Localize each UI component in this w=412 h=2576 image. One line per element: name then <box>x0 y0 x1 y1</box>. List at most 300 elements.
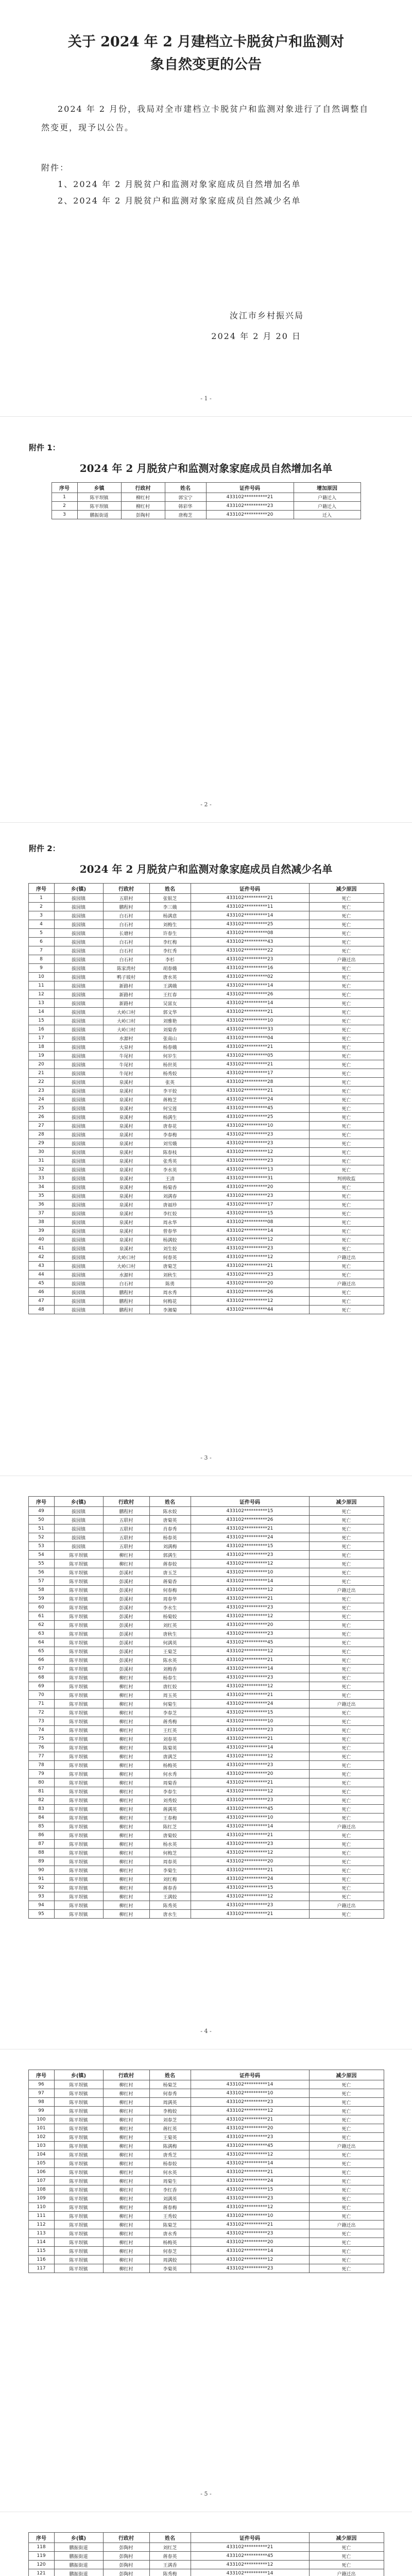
table-cell: 户籍迁入 <box>294 493 360 502</box>
table-cell: 拔园镇 <box>54 1078 103 1087</box>
table-cell: 唐梅芝 <box>165 511 206 519</box>
table-cell: 陈平坝镇 <box>54 2221 103 2229</box>
table-cell: 433102**********23 <box>191 1761 309 1770</box>
table-row <box>52 493 360 502</box>
table-cell: 死亡 <box>309 911 384 920</box>
table-row <box>28 1603 384 1612</box>
table-cell: 54 <box>28 1551 54 1560</box>
table-cell: 433102**********22 <box>191 946 309 955</box>
table-row <box>28 1647 384 1656</box>
table-cell: 彭溪村 <box>103 1577 149 1586</box>
table-cell: 唐春花 <box>149 1122 191 1130</box>
table-row <box>28 1638 384 1647</box>
page-separator <box>0 812 412 833</box>
table-cell: 彭溪村 <box>103 1638 149 1647</box>
table-row <box>28 1262 384 1270</box>
table-cell: 433102**********24 <box>191 1533 309 1542</box>
table-cell: 死亡 <box>309 973 384 981</box>
table-cell: 陈平坝镇 <box>54 1735 103 1743</box>
table-cell: 死亡 <box>309 2247 384 2256</box>
table-row <box>28 1016 384 1025</box>
table-cell: 死亡 <box>309 1743 384 1752</box>
table-cell: 死亡 <box>309 1665 384 1673</box>
table-row <box>28 1560 384 1568</box>
table-cell: 柳红村 <box>103 2107 149 2115</box>
table-cell: 死亡 <box>309 1603 384 1612</box>
table-cell: 新路村 <box>103 999 149 1008</box>
table-cell: 陈平坝镇 <box>54 2098 103 2107</box>
table-row <box>28 1052 384 1060</box>
table-cell: 33 <box>28 1174 54 1183</box>
table-cell: 刘红梅 <box>149 1875 191 1884</box>
table-cell: 74 <box>28 1726 54 1735</box>
table-cell: 拔园镇 <box>54 1270 103 1279</box>
table-cell: 433102**********21 <box>191 1691 309 1700</box>
table-cell: 死亡 <box>309 1192 384 1200</box>
table-row <box>28 1735 384 1743</box>
increase-table-header <box>52 483 360 493</box>
table-cell: 433102**********21 <box>191 1524 309 1533</box>
table-cell: 433102**********21 <box>191 894 309 903</box>
increase-table <box>52 482 361 519</box>
table-row <box>28 1621 384 1630</box>
table-cell: 60 <box>28 1603 54 1612</box>
table-cell: 陈平坝镇 <box>54 2142 103 2150</box>
table-cell: 28 <box>28 1130 54 1139</box>
table-cell: 70 <box>28 1691 54 1700</box>
table-cell: 死亡 <box>309 2212 384 2221</box>
table-cell: 陈平坝镇 <box>54 1787 103 1796</box>
table-cell: 433102**********26 <box>191 1516 309 1524</box>
table-cell: 433102**********25 <box>191 920 309 929</box>
table-cell: 陈平坝镇 <box>54 1831 103 1840</box>
table-cell: 陈平坝镇 <box>54 2115 103 2124</box>
table-row <box>28 1507 384 1516</box>
table-cell: 王秀姣 <box>149 2212 191 2221</box>
table-cell: 李杉 <box>149 955 191 964</box>
table-cell: 陈平坝镇 <box>54 2194 103 2203</box>
table-cell: 牛尾村 <box>103 1069 149 1078</box>
table-cell: 22 <box>28 1078 54 1087</box>
decrease-table-header <box>28 2070 384 2080</box>
table-cell: 泉溪村 <box>103 1218 149 1227</box>
table-row <box>28 2543 384 2552</box>
table-row <box>28 1586 384 1595</box>
table-cell: 死亡 <box>309 1542 384 1551</box>
table-cell: 陈平坝镇 <box>54 2212 103 2221</box>
table-cell: 27 <box>28 1122 54 1130</box>
table-row <box>28 1008 384 1016</box>
table-cell: 唐满芝 <box>149 1752 191 1761</box>
table-cell: 李红姣 <box>149 1209 191 1218</box>
table-cell: 刘梅香 <box>149 1665 191 1673</box>
table-cell: 拔园镇 <box>54 973 103 981</box>
table-cell: 泉溪村 <box>103 1113 149 1122</box>
table-cell: 84 <box>28 1814 54 1822</box>
table-cell: 彭陶村 <box>103 2552 149 2561</box>
table-cell: 拔园镇 <box>54 1165 103 1174</box>
table-cell: 泉溪村 <box>103 1244 149 1253</box>
table-row <box>28 1708 384 1717</box>
table-cell: 杨满意 <box>149 911 191 920</box>
table-cell: 陈平坝镇 <box>77 493 121 502</box>
table-cell: 97 <box>28 2089 54 2098</box>
table-row <box>28 1122 384 1130</box>
table-cell: 柳红村 <box>103 1805 149 1814</box>
table-row <box>28 1770 384 1778</box>
table-row <box>28 1130 384 1139</box>
table-cell: 拔园镇 <box>54 903 103 911</box>
table-cell: 陈平坝镇 <box>54 2229 103 2238</box>
table-row <box>28 1524 384 1533</box>
table-cell: 拔园镇 <box>54 1218 103 1227</box>
table-cell: 433102**********12 <box>191 1253 309 1262</box>
table-cell: 433102**********14 <box>191 981 309 990</box>
decrease-table-body <box>28 2080 384 2273</box>
column-header: 序号 <box>28 884 54 894</box>
table-cell: 泉溪村 <box>103 1227 149 1235</box>
table-cell: 大岭口村 <box>103 1253 149 1262</box>
table-cell: 牛尾村 <box>103 1060 149 1069</box>
table-row <box>52 502 360 511</box>
table-cell: 刘生姣 <box>149 1244 191 1253</box>
table-cell: 433102**********23 <box>191 2098 309 2107</box>
table-cell: 91 <box>28 1875 54 1884</box>
column-header: 姓名 <box>149 1497 191 1507</box>
table-cell: 433102**********21 <box>191 1043 309 1052</box>
table-cell: 433102**********08 <box>191 929 309 938</box>
table-cell: 86 <box>28 1831 54 1840</box>
table-cell: 77 <box>28 1752 54 1761</box>
table-cell: 周菊香 <box>149 1778 191 1787</box>
table-cell: 陈平坝镇 <box>54 2168 103 2177</box>
table-cell: 433102**********21 <box>191 1866 309 1875</box>
table-cell: 唐玉芝 <box>149 1568 191 1577</box>
table-row <box>28 2142 384 2150</box>
table-cell: 牛尾村 <box>103 1052 149 1060</box>
table-cell: 111 <box>28 2212 54 2221</box>
table-cell: 93 <box>28 1892 54 1901</box>
table-cell: 拔园镇 <box>54 1200 103 1209</box>
column-header: 序号 <box>52 483 77 493</box>
table-cell: 433102**********21 <box>191 2115 309 2124</box>
table-row <box>28 1244 384 1253</box>
table-cell: 柳红村 <box>103 2221 149 2229</box>
table-cell: 死亡 <box>309 1577 384 1586</box>
table-cell: 死亡 <box>309 1078 384 1087</box>
table-cell: 433102**********28 <box>191 1078 309 1087</box>
table-cell: 周满英 <box>149 2098 191 2107</box>
table-cell: 433102**********10 <box>191 1016 309 1025</box>
table-cell: 82 <box>28 1796 54 1805</box>
column-header: 证件号码 <box>191 1497 309 1507</box>
table-cell: 周满姣 <box>149 2256 191 2264</box>
table-cell: 李湘菊 <box>149 1306 191 1314</box>
table-cell: 433102**********21 <box>206 493 294 502</box>
table-cell: 死亡 <box>309 1516 384 1524</box>
table-cell: 周永华 <box>149 1218 191 1227</box>
table-cell: 死亡 <box>309 2080 384 2089</box>
table-row <box>28 1043 384 1052</box>
table-row <box>28 2264 384 2273</box>
table-cell: 五联村 <box>103 1516 149 1524</box>
table-cell: 死亡 <box>309 1875 384 1884</box>
table-cell: 陈平坝镇 <box>54 1708 103 1717</box>
table-cell: 死亡 <box>309 1095 384 1104</box>
table-cell: 死亡 <box>309 1551 384 1560</box>
table-cell: 王满娥 <box>149 981 191 990</box>
table-cell: 鹏程村 <box>103 903 149 911</box>
table-cell: 何春秀 <box>149 2089 191 2098</box>
table-row <box>28 1901 384 1910</box>
table-cell: 王红春 <box>149 990 191 999</box>
table-cell: 115 <box>28 2247 54 2256</box>
table-cell: 36 <box>28 1200 54 1209</box>
table-row <box>28 903 384 911</box>
table-row <box>28 1778 384 1787</box>
table-cell: 71 <box>28 1700 54 1708</box>
table-cell: 107 <box>28 2177 54 2185</box>
table-row <box>28 2229 384 2238</box>
table-cell: 7 <box>28 946 54 955</box>
table-cell: 唐菊芝 <box>149 1262 191 1270</box>
table-cell: 泉溪村 <box>103 1157 149 1165</box>
table-cell: 死亡 <box>309 1595 384 1603</box>
table-cell: 433102**********24 <box>191 1095 309 1104</box>
table-cell: 蒋春姣 <box>149 1560 191 1568</box>
table-cell: 113 <box>28 2229 54 2238</box>
decrease-page-4 <box>0 2522 412 2576</box>
table-cell: 王满姣 <box>149 1892 191 1901</box>
table-cell: 死亡 <box>309 2552 384 2561</box>
table-cell: 死亡 <box>309 1008 384 1016</box>
table-cell: 433102**********21 <box>191 1262 309 1270</box>
table-cell: 433102**********12 <box>191 2561 309 2569</box>
table-row <box>28 2203 384 2212</box>
table-cell: 蒋春英 <box>149 2552 191 2561</box>
table-row <box>28 1866 384 1875</box>
table-cell: 户籍迁出 <box>309 2221 384 2229</box>
table-cell: 彭溪村 <box>103 1586 149 1595</box>
table-cell: 大泉村 <box>103 1043 149 1052</box>
table-cell: 433102**********15 <box>191 1542 309 1551</box>
table-cell: 25 <box>28 1104 54 1113</box>
table-cell: 刘雪娥 <box>149 1139 191 1148</box>
table-cell: 433102**********21 <box>191 1831 309 1840</box>
table-row <box>28 2168 384 2177</box>
table-cell: 死亡 <box>309 1025 384 1034</box>
table-cell: 陈平坝镇 <box>54 2256 103 2264</box>
decrease-table-body <box>28 2543 384 2576</box>
issuing-organization: 汝江市乡村振兴局 <box>229 311 304 320</box>
table-row <box>28 2115 384 2124</box>
table-cell: 死亡 <box>309 2168 384 2177</box>
table-cell: 20 <box>28 1060 54 1069</box>
table-cell: 水源村 <box>103 1034 149 1043</box>
table-cell: 张英 <box>149 1078 191 1087</box>
table-cell: 何宝莲 <box>149 1104 191 1113</box>
table-cell: 五联村 <box>103 1542 149 1551</box>
table-cell: 死亡 <box>309 1043 384 1052</box>
column-header: 乡(镇) <box>54 2070 103 2080</box>
table-cell: 死亡 <box>309 1612 384 1621</box>
table-cell: 拔园镇 <box>54 1524 103 1533</box>
table-cell: 柳红村 <box>103 2185 149 2194</box>
table-cell: 唐菊英 <box>149 1516 191 1524</box>
table-cell: 死亡 <box>309 1805 384 1814</box>
table-cell: 120 <box>28 2561 54 2569</box>
table-cell: 死亡 <box>309 2089 384 2098</box>
table-cell: 何春芝 <box>149 2247 191 2256</box>
table-row <box>28 2185 384 2194</box>
table-cell: 5 <box>28 929 54 938</box>
table-cell: 柳红村 <box>103 1787 149 1796</box>
table-cell: 张银芝 <box>149 894 191 903</box>
table-cell: 王菊芝 <box>149 1647 191 1656</box>
table-cell: 9 <box>28 964 54 973</box>
table-cell: 彭溪村 <box>103 1647 149 1656</box>
notice-title <box>41 31 371 76</box>
table-cell: 死亡 <box>309 903 384 911</box>
table-cell: 韩彩华 <box>165 502 206 511</box>
table-cell: 拔园镇 <box>54 1069 103 1078</box>
table-cell: 433102**********44 <box>191 1306 309 1314</box>
page-number: - 1 - <box>200 395 212 402</box>
table-cell: 死亡 <box>309 2229 384 2238</box>
table-cell: 刘满英 <box>149 2194 191 2203</box>
table-cell: 24 <box>28 1095 54 1104</box>
decrease-table-body <box>28 1507 384 1919</box>
table-cell: 109 <box>28 2194 54 2203</box>
table-row <box>28 2194 384 2203</box>
table-cell: 433102**********20 <box>191 1279 309 1288</box>
decrease-table-part-4 <box>28 2532 384 2576</box>
table-cell: 杨水英 <box>149 1840 191 1849</box>
table-cell: 柳红村 <box>103 1831 149 1840</box>
table-cell: 90 <box>28 1866 54 1875</box>
table-cell: 死亡 <box>309 2194 384 2203</box>
table-cell: 柳红村 <box>103 2115 149 2124</box>
table-row <box>28 1656 384 1665</box>
table-row <box>28 1218 384 1227</box>
table-cell: 拔园镇 <box>54 955 103 964</box>
table-row <box>28 1148 384 1157</box>
table-row <box>28 1875 384 1884</box>
table-cell: 柳红村 <box>103 1708 149 1717</box>
table-cell: 李平姣 <box>149 1087 191 1095</box>
table-cell: 死亡 <box>309 990 384 999</box>
table-cell: 陈平坝镇 <box>54 2264 103 2273</box>
table-cell: 433102**********12 <box>191 1682 309 1691</box>
table-cell: 433102**********26 <box>191 1288 309 1297</box>
table-cell: 柳红村 <box>103 2168 149 2177</box>
attachment-item-1: 1、2024 年 2 月脱贫户和监测对象家庭成员自然增加名单 <box>58 179 301 189</box>
table-cell: 户籍迁出 <box>309 1253 384 1262</box>
table-cell: 拔园镇 <box>54 999 103 1008</box>
table-cell: 死亡 <box>309 964 384 973</box>
table-cell: 拔园镇 <box>54 920 103 929</box>
table-cell: 死亡 <box>309 981 384 990</box>
table-cell: 80 <box>28 1778 54 1787</box>
table-cell: 死亡 <box>309 1262 384 1270</box>
page-number: - 3 - <box>200 1454 212 1461</box>
table-cell: 死亡 <box>309 929 384 938</box>
table-cell: 31 <box>28 1157 54 1165</box>
table-cell: 68 <box>28 1673 54 1682</box>
table-cell: 108 <box>28 2185 54 2194</box>
table-cell: 46 <box>28 1288 54 1297</box>
table-cell: 杨梅英 <box>149 2238 191 2247</box>
table-cell: 19 <box>28 1052 54 1060</box>
table-cell: 死亡 <box>309 1235 384 1244</box>
table-cell: 彭陶村 <box>103 2569 149 2576</box>
table-cell: 柳红村 <box>121 493 165 502</box>
table-cell: 死亡 <box>309 1087 384 1095</box>
table-cell: 433102**********04 <box>191 1034 309 1043</box>
table-cell: 死亡 <box>309 1717 384 1726</box>
table-cell: 433102**********20 <box>191 2238 309 2247</box>
table-cell: 死亡 <box>309 1814 384 1822</box>
table-cell: 433102**********14 <box>191 1577 309 1586</box>
table-cell: 大岭口村 <box>103 1025 149 1034</box>
table-cell: 死亡 <box>309 2561 384 2569</box>
decrease-table-header <box>28 2533 384 2543</box>
table-cell: 柳红村 <box>103 1700 149 1708</box>
table-row <box>28 1884 384 1892</box>
table-cell: 死亡 <box>309 1778 384 1787</box>
table-cell: 柳红村 <box>103 1901 149 1910</box>
table-cell: 433102**********33 <box>191 1025 309 1034</box>
table-row <box>28 1279 384 1288</box>
table-cell: 死亡 <box>309 2133 384 2142</box>
table-cell: 何满英 <box>149 1638 191 1647</box>
column-header: 证件号码 <box>206 483 294 493</box>
table-cell: 433102**********24 <box>191 1700 309 1708</box>
table-row <box>28 1595 384 1603</box>
table-cell: 433102**********21 <box>191 1910 309 1919</box>
table-cell: 死亡 <box>309 1735 384 1743</box>
table-cell: 433102**********10 <box>191 1717 309 1726</box>
table-cell: 72 <box>28 1708 54 1717</box>
table-cell: 死亡 <box>309 1524 384 1533</box>
table-cell: 85 <box>28 1822 54 1831</box>
table-cell: 陈平坝镇 <box>54 1665 103 1673</box>
table-cell: 99 <box>28 2107 54 2115</box>
table-cell: 433102**********12 <box>191 1235 309 1244</box>
table-cell: 102 <box>28 2133 54 2142</box>
table-cell: 拔园镇 <box>54 1052 103 1060</box>
table-row <box>28 2247 384 2256</box>
table-cell: 104 <box>28 2150 54 2159</box>
table-cell: 62 <box>28 1621 54 1630</box>
table-cell: 44 <box>28 1270 54 1279</box>
table-cell: 王满香 <box>149 2561 191 2569</box>
attachment-item-2: 2、2024 年 2 月脱贫户和监测对象家庭成员自然减少名单 <box>58 196 301 206</box>
table-cell: 拔园镇 <box>54 1279 103 1288</box>
table-cell: 陈平坝镇 <box>54 2247 103 2256</box>
table-cell: 白石村 <box>103 920 149 929</box>
table-cell: 2 <box>28 903 54 911</box>
table-cell: 拔园镇 <box>54 929 103 938</box>
table-cell: 433102**********20 <box>191 2124 309 2133</box>
table-cell: 陈平坝镇 <box>54 1682 103 1691</box>
column-header: 行政村 <box>103 884 149 894</box>
table-cell: 死亡 <box>309 1630 384 1638</box>
table-cell: 柳红村 <box>103 2177 149 2185</box>
table-cell: 10 <box>28 973 54 981</box>
column-header: 乡镇 <box>77 483 121 493</box>
table-cell: 433102**********12 <box>191 1892 309 1901</box>
